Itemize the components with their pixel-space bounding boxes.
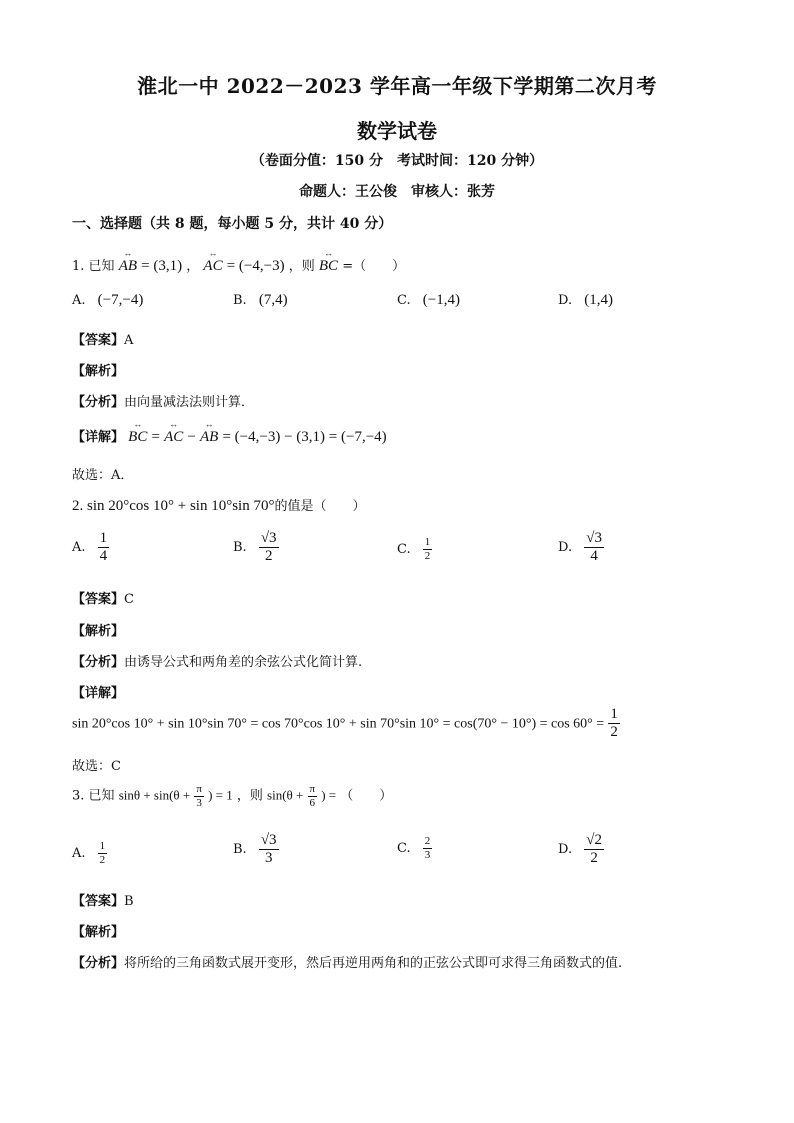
q2-option-b[interactable] — [233, 530, 279, 566]
exam-subtitle: 数学试卷 — [357, 119, 437, 143]
option-num: √2 — [584, 832, 604, 850]
q3-stem — [72, 783, 392, 809]
q3-then: ，则 — [236, 788, 263, 804]
vector-bc: ↔ BC — [319, 258, 338, 275]
q2-option-a[interactable] — [72, 530, 109, 566]
option-den: 4 — [590, 548, 598, 565]
option-label: D. — [558, 842, 573, 858]
option-label: A. — [72, 845, 86, 861]
detail-eq: = — [151, 429, 160, 445]
q1-option-d[interactable] — [558, 292, 613, 309]
q3-cond-den: 3 — [196, 796, 202, 809]
option-num: √3 — [259, 832, 279, 850]
option-num: 1 — [99, 840, 106, 852]
option-value: (7,4) — [258, 292, 288, 308]
option-label: B. — [233, 540, 247, 556]
q2-detail-tag: 【详解】 — [72, 686, 125, 701]
q3-ask-b: ) = — [321, 787, 337, 803]
option-label: A. — [72, 293, 86, 308]
q2-stem-text: 的值是（ ） — [274, 499, 366, 514]
q3-cond-b: ) = 1 — [208, 787, 233, 803]
option-label: A. — [72, 540, 86, 556]
detail-minus: − — [187, 429, 196, 445]
detail-rest: = (−4,−3) − (3,1) = (−7,−4) — [222, 429, 387, 445]
option-den: 3 — [264, 850, 273, 867]
q1-detail — [72, 426, 387, 446]
q2-detail-eq: sin 20°cos 10° + sin 10°sin 70° = cos 70°cos 10° + sin 70°sin 10° = cos(70° − 10°) = cos 60° = — [72, 716, 605, 732]
q2-detail — [72, 706, 620, 742]
fenxi-tag: 【分析】 — [72, 956, 125, 971]
vector-ac: ↔ AC — [164, 429, 183, 446]
q3-cond-a: sinθ + sin(θ + — [118, 787, 191, 803]
q1-fenxi — [72, 391, 254, 410]
fenxi-tag: 【分析】 — [72, 395, 125, 410]
option-den: 2 — [590, 850, 598, 867]
fenxi-text: 将所给的三角函数式展开变形，然后再逆用两角和的正弦公式即可求得三角函数式的值. — [124, 956, 623, 971]
fenxi-text: 由向量减法法则计算． — [124, 395, 255, 410]
q2-analysis-tag: 【解析】 — [72, 624, 125, 639]
option-label: D. — [558, 293, 573, 308]
option-label: C. — [397, 840, 411, 856]
answer-value: B — [124, 894, 134, 909]
option-num: √3 — [584, 530, 604, 548]
q2-answer — [72, 588, 134, 607]
option-num: 1 — [424, 536, 431, 548]
q2-option-c[interactable] — [397, 536, 432, 562]
q2-stem — [72, 495, 365, 515]
exam-title: 淮北一中 2022－2023 学年高一年级下学期第二次月考 — [137, 74, 657, 98]
q1-tail: =（ ） — [342, 259, 406, 274]
q1-option-b[interactable] — [233, 292, 288, 309]
answer-tag: 【答案】 — [72, 333, 125, 348]
fenxi-text: 由诱导公式和两角差的余弦公式化简计算. — [124, 655, 363, 670]
q1-answer — [72, 329, 133, 348]
q3-ask-a: sin(θ + — [267, 787, 304, 803]
q3-option-a[interactable] — [72, 840, 107, 866]
option-value: (−1,4) — [422, 292, 460, 308]
q3-cond-num: π — [196, 783, 202, 795]
option-label: B. — [233, 842, 247, 858]
q2-stem-math: 2. sin 20°cos 10° + sin 10°sin 70° — [72, 498, 275, 514]
q3-analysis-tag: 【解析】 — [72, 925, 125, 940]
q3-option-b[interactable] — [233, 832, 279, 868]
option-num: 2 — [424, 835, 431, 847]
vector-ac: ↔ AC — [203, 258, 222, 275]
q3-ask-num: π — [309, 783, 316, 795]
q3-tail: （ ） — [340, 788, 393, 804]
q1-sep: ， — [186, 259, 200, 274]
detail-num: 1 — [608, 706, 620, 724]
q2-choose: 故选：C — [72, 759, 121, 774]
option-label: D. — [558, 540, 573, 556]
vector-bc: ↔ BC — [128, 429, 147, 446]
q1-number: 1. 已知 — [72, 259, 115, 274]
q1-choose: 故选：A． — [72, 468, 134, 483]
q3-option-c[interactable] — [397, 835, 432, 861]
q1-ab-value: = (3,1) — [141, 258, 183, 274]
answer-tag: 【答案】 — [72, 592, 125, 607]
q2-fenxi — [72, 651, 362, 670]
answer-value: C — [124, 592, 134, 607]
vector-ab: ↔ AB — [200, 429, 218, 446]
option-label: B. — [233, 293, 247, 308]
q3-ask-den: 6 — [309, 796, 316, 809]
option-value: (1,4) — [584, 292, 613, 308]
q1-analysis-tag: 【解析】 — [72, 364, 125, 379]
section-heading: 一、选择题（共 8 题，每小题 5 分，共计 40 分） — [72, 216, 393, 232]
option-value: (−7,−4) — [97, 292, 144, 308]
option-den: 2 — [264, 548, 273, 565]
option-label: C. — [397, 293, 411, 308]
option-label: C. — [397, 541, 411, 557]
q2-option-d[interactable] — [558, 530, 604, 566]
q1-option-a[interactable] — [72, 292, 143, 309]
detail-den: 2 — [610, 724, 618, 741]
fenxi-tag: 【分析】 — [72, 655, 125, 670]
option-num: 1 — [98, 530, 110, 548]
answer-tag: 【答案】 — [72, 894, 125, 909]
option-num: √3 — [259, 530, 279, 548]
q1-stem — [72, 255, 405, 275]
q1-then: ，则 — [288, 259, 315, 274]
exam-authors: 命题人：王公俊 审核人：张芳 — [299, 184, 495, 200]
detail-tag: 【详解】 — [72, 430, 125, 445]
q1-ac-value: = (−4,−3) — [226, 258, 285, 274]
option-den: 3 — [424, 848, 431, 861]
q3-option-d[interactable] — [558, 832, 604, 868]
q3-fenxi — [72, 952, 622, 971]
q3-answer — [72, 890, 134, 909]
q1-option-c[interactable] — [397, 292, 460, 309]
vector-ab: ↔ AB — [119, 258, 137, 275]
answer-value: A — [124, 333, 134, 348]
option-den: 4 — [99, 548, 108, 565]
option-den: 2 — [99, 853, 106, 866]
option-den: 2 — [424, 549, 431, 562]
q3-number: 3. 已知 — [72, 788, 115, 804]
exam-meta: （卷面分值：150 分 考试时间：120 分钟） — [250, 153, 544, 169]
